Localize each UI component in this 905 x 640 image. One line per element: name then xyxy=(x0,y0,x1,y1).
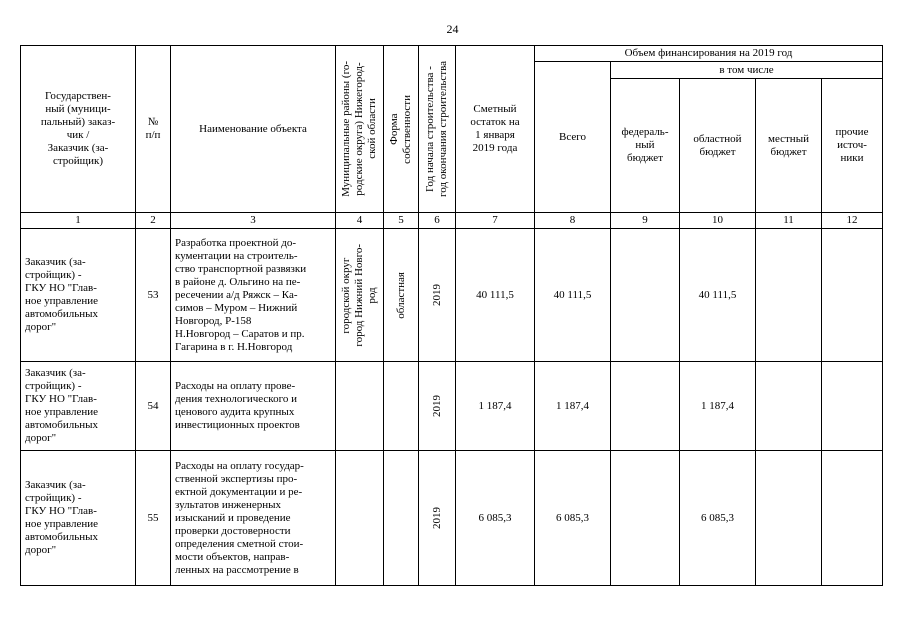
header-federal: федераль- ный бюджет xyxy=(611,79,680,213)
row-year-text: 2019 xyxy=(430,507,443,529)
row-regional: 1 187,4 xyxy=(680,362,756,451)
column-number: 5 xyxy=(384,213,419,229)
header-estimate: Сметный остаток на 1 января 2019 года xyxy=(456,46,535,213)
header-financing: Объем финансирования на 2019 год xyxy=(535,46,883,62)
row-regional: 6 085,3 xyxy=(680,451,756,586)
row-local xyxy=(756,229,822,362)
row-object: Расходы на оплату прове- дения технологического и ценового аудита крупных инвестиционных проектов xyxy=(171,362,336,451)
column-number: 12 xyxy=(822,213,883,229)
row-federal xyxy=(611,229,680,362)
table-row xyxy=(21,362,883,451)
header-other: прочие источ- ники xyxy=(822,79,883,213)
column-number: 2 xyxy=(136,213,171,229)
row-customer: Заказчик (за- стройщик) - ГКУ НО "Глав- ное управление автомобильных дорог" xyxy=(21,229,136,362)
row-municipal xyxy=(336,362,384,451)
row-ownership xyxy=(384,229,419,362)
header-local: местный бюджет xyxy=(756,79,822,213)
header-object-name: Наименование объекта xyxy=(171,46,336,213)
row-customer: Заказчик (за- стройщик) - ГКУ НО "Глав- ное управление автомобильных дорог" xyxy=(21,451,136,586)
row-federal xyxy=(611,362,680,451)
financing-table xyxy=(20,45,883,586)
header-ownership-text: Форма собственности xyxy=(388,94,413,164)
row-municipal xyxy=(336,229,384,362)
header-years-text: Год начала строительства - год окончания строительства xyxy=(424,61,449,197)
row-year xyxy=(419,362,456,451)
row-year xyxy=(419,451,456,586)
row-ownership xyxy=(384,451,419,586)
row-federal xyxy=(611,451,680,586)
row-local xyxy=(756,451,822,586)
page-number: 24 xyxy=(446,22,459,36)
header-num: № п/п xyxy=(136,46,171,213)
row-municipal xyxy=(336,451,384,586)
row-object: Разработка проектной до- кументации на строитель- ство транспортной развязки в районе д. Ольгино на пе- ресечении а/д Ряжск – Ка- симов – Муром – Нижний Новгород, Р-158 Н.Новгород – Саратов и пр. Гагарина в г. Н.Новгород xyxy=(171,229,336,362)
column-numbers-row xyxy=(21,213,883,229)
header-municipal-text: Муниципальные районы (го- родские округа) Нижегород- ской области xyxy=(340,61,378,197)
header-row xyxy=(21,46,883,62)
table-row xyxy=(21,451,883,586)
column-number: 6 xyxy=(419,213,456,229)
row-estimate: 40 111,5 xyxy=(456,229,535,362)
row-estimate: 6 085,3 xyxy=(456,451,535,586)
row-year xyxy=(419,229,456,362)
row-regional: 40 111,5 xyxy=(680,229,756,362)
column-number: 7 xyxy=(456,213,535,229)
column-number: 8 xyxy=(535,213,611,229)
row-other xyxy=(822,451,883,586)
header-years xyxy=(419,46,456,213)
row-total: 6 085,3 xyxy=(535,451,611,586)
row-total: 40 111,5 xyxy=(535,229,611,362)
row-number: 55 xyxy=(136,451,171,586)
row-number: 53 xyxy=(136,229,171,362)
header-municipal xyxy=(336,46,384,213)
header-regional: областной бюджет xyxy=(680,79,756,213)
header-ownership xyxy=(384,46,419,213)
row-ownership-text: областная xyxy=(394,271,407,319)
row-other xyxy=(822,229,883,362)
row-customer: Заказчик (за- стройщик) - ГКУ НО "Глав- ное управление автомобильных дорог" xyxy=(21,362,136,451)
row-estimate: 1 187,4 xyxy=(456,362,535,451)
column-number: 11 xyxy=(756,213,822,229)
row-ownership xyxy=(384,362,419,451)
row-year-text: 2019 xyxy=(430,395,443,417)
header-customer: Государствен- ный (муници- пальный) заказ- чик / Заказчик (за- стройщик) xyxy=(21,46,136,213)
row-other xyxy=(822,362,883,451)
row-local xyxy=(756,362,822,451)
table-row xyxy=(21,229,883,362)
column-number: 4 xyxy=(336,213,384,229)
header-including: в том числе xyxy=(611,62,883,79)
column-number: 9 xyxy=(611,213,680,229)
row-year-text: 2019 xyxy=(430,284,443,306)
column-number: 10 xyxy=(680,213,756,229)
header-total: Всего xyxy=(535,62,611,213)
row-number: 54 xyxy=(136,362,171,451)
column-number: 1 xyxy=(21,213,136,229)
row-total: 1 187,4 xyxy=(535,362,611,451)
row-municipal-text: городской округ город Нижний Новго- род xyxy=(340,243,378,347)
row-object: Расходы на оплату государ- ственной экспертизы про- ектной документации и ре- зультатов инженерных изысканий и проведение проверки достоверности определения сметной стои- мости объектов, направ- ленных на рассмотрение в xyxy=(171,451,336,586)
column-number: 3 xyxy=(171,213,336,229)
